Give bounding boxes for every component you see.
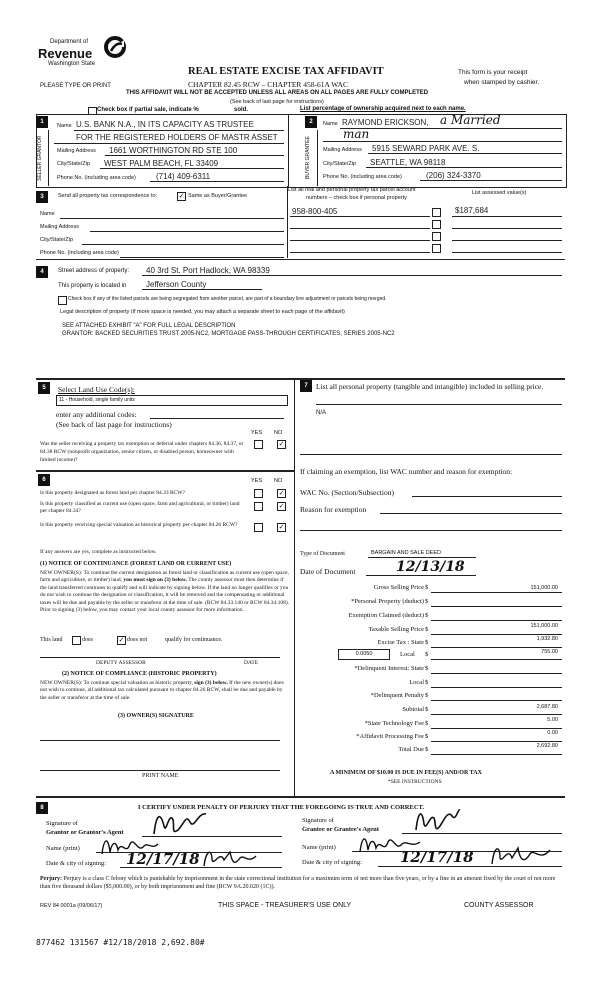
personal-property-checkbox-2[interactable]	[432, 220, 441, 229]
personal-property-checkbox-1[interactable]	[432, 208, 441, 217]
s5-yes: YES	[251, 430, 263, 436]
historic-yes-checkbox[interactable]	[254, 523, 263, 532]
legal-description-label: Legal description of property (if more space is needed, you may attach a separate sheet to each page of the affidavit)	[60, 309, 345, 315]
street-label: Street address of property:	[58, 268, 130, 274]
tax-row-label: Exemption Claimed (deduct)	[348, 612, 424, 619]
document-date-handwritten: 12/13/18	[396, 559, 465, 575]
tax-row-label: Gross Selling Price	[373, 584, 424, 591]
tax-row-value: 151,000.00	[530, 585, 558, 591]
buyer-name-handwritten-1: a Married	[440, 113, 501, 127]
forest-yes-checkbox[interactable]	[254, 489, 263, 498]
revenue-logo	[38, 36, 138, 74]
land-use-select[interactable]	[56, 395, 288, 406]
tax-row-label: *State Technology Fee	[364, 720, 424, 727]
document-type[interactable]: BARGAIN AND SALE DEED	[371, 550, 441, 556]
dept-line: Department of	[50, 39, 89, 45]
s3-name-label: Name	[40, 211, 55, 217]
exemption-yes-checkbox[interactable]	[254, 440, 263, 449]
located-label: This property is located in	[58, 283, 127, 289]
tax-dollar-sign: $	[425, 639, 429, 646]
tax-row-label: *Delinquent Interest: State	[354, 665, 424, 672]
list-parcels-2: numbers – check box if personal property	[306, 195, 407, 201]
tax-dollar-sign: $	[425, 692, 429, 699]
grantor-sign-city-scribble	[200, 846, 260, 870]
exhibit-line: SEE ATTACHED EXHIBIT "A" FOR FULL LEGAL DESCRIPTION	[62, 323, 236, 329]
tax-row-value: 1,932.80	[536, 636, 558, 642]
form-title: REAL ESTATE EXCISE TAX AFFIDAVIT	[188, 66, 384, 77]
s6-no: NO	[274, 478, 283, 484]
buyer-mailing-label: Mailing Address	[323, 147, 362, 153]
local-rate: 0.0050	[355, 651, 373, 657]
current-use-yes-checkbox[interactable]	[254, 502, 263, 511]
grantee-sign-city-scribble	[488, 842, 552, 868]
reason-label: Reason for exemption	[300, 505, 367, 514]
tax-dollar-sign: $	[425, 598, 429, 605]
same-as-buyer-label: Same as Buyer/Grantee	[188, 193, 248, 199]
tax-row-value: 0.00	[547, 730, 558, 736]
notice-continuance-title: (1) NOTICE OF CONTINUANCE (FOREST LAND OR CURRENT USE)	[40, 561, 232, 567]
tax-row-value: 755.00	[541, 649, 558, 655]
partial-sale-label: Check box if partial sale, indicate %	[97, 107, 199, 113]
seller-phone[interactable]: (714) 409-6311	[156, 172, 211, 181]
s3-city-label: City/State/Zip	[40, 237, 74, 243]
revision-code: REV 84 0001a (09/06/17)	[40, 903, 103, 909]
tax-dollar-sign: $	[425, 679, 429, 686]
ownership-note: List percentage of ownership acquired next to each name.	[300, 106, 466, 112]
section-7-badge: 7	[300, 380, 312, 392]
receipt-note-1: This form is your receipt	[458, 69, 528, 76]
seller-name-label: Name	[57, 123, 72, 129]
personal-property-value[interactable]: N/A	[316, 410, 327, 416]
date-label: DATE	[244, 660, 259, 666]
notice-compliance-title: (2) NOTICE OF COMPLIANCE (HISTORIC PROPERTY)	[62, 671, 217, 677]
grantor-date-city-label: Date & city of signing:	[46, 860, 106, 867]
seller-mailing-label: Mailing Address	[57, 148, 96, 154]
tax-dollar-sign: $	[425, 706, 429, 713]
land-does-not-checkbox[interactable]: ✓	[118, 636, 125, 644]
document-date-label: Date of Document	[300, 567, 356, 576]
tax-table	[300, 584, 562, 754]
deputy-assessor-label: DEPUTY ASSESSOR	[96, 660, 146, 666]
grantor-signature-of: Signature of	[46, 820, 78, 827]
s3-phone-label: Phone No. (including area code)	[40, 250, 119, 256]
tax-row-value: 151,000.00	[530, 623, 558, 629]
buyer-city[interactable]: SEATTLE, WA 98118	[370, 158, 446, 167]
buyer-name[interactable]: RAYMOND ERICKSON,	[342, 118, 429, 127]
tax-dollar-sign: $	[425, 720, 429, 727]
minimum-fee-note: A MINIMUM OF $10.00 IS DUE IN FEE(S) AND/OR TAX	[330, 770, 482, 776]
personal-property-checkbox-4[interactable]	[432, 244, 441, 253]
current-use-no-checkbox[interactable]: ✓	[278, 502, 285, 510]
notice-compliance-body-a: NEW OWNER(S): To continue special valuation as historic property,	[40, 680, 193, 686]
grantor-name-print-label: Name (print)	[46, 845, 80, 852]
notice-compliance-body-b: If the new owner(s) does not wish to continue, all additional tax calculated pursuant to chapter 84.26 RCW, shall be due and payable by the seller or transferor at the time of sale.	[40, 680, 284, 701]
section-4-badge: 4	[36, 266, 48, 278]
grantee-date-city-label: Date & city of signing:	[302, 859, 362, 866]
perjury-bold: Perjury:	[40, 876, 62, 882]
tax-row-value: 2,687.80	[536, 704, 558, 710]
see-back-line: (See back of last page for instructions)	[230, 99, 324, 105]
historic-question: Is this property receiving special valuation as historical property per chapter 84.26 RCW?	[40, 522, 238, 528]
seller-name-1[interactable]: U.S. BANK N.A., IN ITS CAPACITY AS TRUSTEE	[76, 120, 254, 129]
buyer-grantee-label: BUYER GRANTEE	[305, 136, 311, 180]
tax-row-label: Subtotal	[402, 706, 424, 713]
perjury-statement	[40, 875, 562, 891]
tax-row-label: Local	[400, 651, 415, 658]
grantee-name-print-label: Name (print)	[302, 844, 336, 851]
tax-row-label: Local	[409, 679, 424, 686]
please-type: PLEASE TYPE OR PRINT	[40, 83, 111, 89]
assessed-value[interactable]: $187,684	[455, 206, 489, 215]
street-address[interactable]: 40 3rd St. Port Hadlock, WA 98339	[146, 266, 270, 275]
notice-continuance-body	[40, 570, 290, 614]
tax-row-label: *Personal Property (deduct)	[351, 598, 424, 605]
tax-row-label: *Affidavit Processing Fee	[356, 733, 424, 740]
tax-dollar-sign: $	[425, 665, 429, 672]
state-line: Washington State	[48, 61, 96, 67]
tax-row-label: Taxable Selling Price	[368, 626, 424, 633]
buyer-name-label: Name	[323, 121, 338, 127]
owners-signature-label: (3) OWNER(S) SIGNATURE	[118, 713, 194, 719]
tax-row-value: 5.00	[547, 717, 558, 723]
grantor-sign-date-handwritten: 12/17/18	[126, 850, 200, 868]
land-use-value: 11 - Household, single family units	[59, 397, 135, 403]
exemption-question: Was the seller receiving a property tax exemption or deferral under chapters 84.36, 84.37, or 84.38 RCW (nonprofit organization, senior citizen, or disabled person, homeowner with limited income)?	[40, 441, 244, 463]
tax-row-value: 2,692.80	[536, 743, 558, 749]
buyer-phone[interactable]: (206) 324-3370	[426, 171, 481, 180]
see-instructions-note: *SEE INSTRUCTIONS	[388, 779, 442, 785]
grantee-agent-label: Grantee or Grantee's Agent	[302, 826, 379, 833]
exemption-claim-label: If claiming an exemption, list WAC number and reason for exemption:	[300, 467, 513, 476]
tax-row-label: *Delinquent Penalty	[370, 692, 424, 699]
tax-dollar-sign: $	[425, 733, 429, 740]
forest-land-question: Is this property designated as forest land per chapter 84.33 RCW?	[40, 490, 185, 496]
qualify-label: qualify for continuance.	[165, 637, 223, 643]
forest-no-checkbox[interactable]: ✓	[278, 489, 285, 497]
section-6-badge: 6	[38, 474, 50, 486]
s5-see-back: (See back of last page for instructions)	[56, 420, 172, 429]
segregated-checkbox[interactable]	[58, 296, 67, 305]
buyer-city-label: City/State/Zip	[323, 161, 357, 167]
tax-dollar-sign: $	[425, 626, 429, 633]
seller-phone-label: Phone No. (including area code)	[57, 175, 136, 181]
if-yes-note: If any answers are yes, complete as instructed below.	[40, 549, 157, 555]
document-type-label: Type of Document	[300, 551, 345, 557]
notice-compliance-sign: sign (3) below.	[194, 680, 228, 686]
seller-city[interactable]: WEST PALM BEACH, FL 33409	[104, 159, 219, 168]
land-does-checkbox[interactable]	[72, 636, 81, 645]
section-8-badge: 8	[36, 802, 48, 814]
personal-property-checkbox-3[interactable]	[432, 232, 441, 241]
send-all-label: Send all property tax correspondence to:	[58, 193, 158, 199]
grantor-agent-label: Grantor or Grantor's Agent	[46, 829, 124, 836]
land-does-label: does	[82, 637, 93, 643]
grantee-signature-of: Signature of	[302, 817, 334, 824]
county[interactable]: Jefferson County	[146, 280, 207, 289]
notice-continuance-body-b: The county assessor must then determine if the land transferred continues to qualify and will indicate by signing below. If the land no longer qualifies or you do not wish to continue the designation or classification, it will be removed and the compensating or additional taxes will be due and payable by the seller or transferor at the time of sale. (RCW 84.33.140 or RCW 84.34.108). Prior to signing (3) below, you may contact your local county assessor for more information.	[40, 577, 290, 614]
notice-compliance-body	[40, 680, 290, 702]
seller-city-label: City/State/Zip	[57, 161, 91, 167]
revenue-swoosh-icon	[104, 36, 126, 58]
chapter-line: CHAPTER 82.45 RCW – CHAPTER 458-61A WAC	[188, 80, 348, 89]
county-assessor-label: COUNTY ASSESSOR	[464, 902, 534, 909]
exemption-no-checkbox[interactable]: ✓	[278, 440, 285, 448]
receipt-note-2: when stamped by cashier.	[464, 79, 540, 86]
personal-property-label: List all personal property (tangible and intangible) included in selling price.	[316, 382, 544, 391]
tax-dollar-sign: $	[425, 584, 429, 591]
buyer-mailing[interactable]: 5915 SEWARD PARK AVE. S.	[372, 144, 480, 153]
section-5-badge: 5	[38, 382, 50, 394]
tax-dollar-sign: $	[425, 651, 429, 658]
grantor-line: GRANTOR: BACKED SECURITIES TRUST 2005-NC2, MORTGAGE PASS-THROUGH CERTIFICATES, SERIES 2005-NC2	[62, 331, 395, 337]
buyer-phone-label: Phone No. (including area code)	[323, 174, 402, 180]
cashier-stamp: 877462 131567 #12/18/2018 2,692.80#	[36, 938, 205, 947]
grantee-sign-date-handwritten: 12/17/18	[400, 848, 474, 866]
section-3-badge: 3	[36, 191, 48, 203]
sold-label: sold.	[234, 107, 249, 113]
s5-no: NO	[274, 430, 283, 436]
tax-row-label: Total Due	[398, 746, 424, 753]
same-as-buyer-checkbox[interactable]: ✓	[178, 192, 185, 200]
list-parcels-1: List all real and personal property tax parcel account	[288, 187, 416, 193]
tax-dollar-sign: $	[425, 746, 429, 753]
section-2-badge: 2	[305, 116, 317, 128]
not-accepted-line: THIS AFFIDAVIT WILL NOT BE ACCEPTED UNLESS ALL AREAS ON ALL PAGES ARE FULLY COMPLETED	[126, 90, 429, 96]
tax-row-label: Excise Tax : State	[377, 639, 424, 646]
segregated-label: Check box if any of the listed parcels are being segregated from another parcel, are part of a boundary line adjustment or parcels being merged.	[68, 296, 387, 302]
notice-continuance-must: you must sign on (3) below.	[123, 577, 187, 584]
historic-no-checkbox[interactable]: ✓	[278, 523, 285, 531]
notice-continuance-body-a: NEW OWNER(S): To continue the current designation as forest land or classification as current use (open space, farm and agriculture, or timber) land,	[40, 570, 289, 584]
land-use-select-label: Select Land Use Code(s):	[58, 385, 135, 394]
local-rate-box[interactable]	[338, 649, 390, 660]
certify-statement: I CERTIFY UNDER PENALTY OF PERJURY THAT THE FOREGOING IS TRUE AND CORRECT.	[138, 804, 425, 811]
treasurer-use-label: THIS SPACE - TREASURER'S USE ONLY	[218, 902, 352, 909]
s3-mailing-label: Mailing Address	[40, 224, 79, 230]
additional-codes-label: enter any additional codes:	[56, 410, 137, 419]
s6-yes: YES	[251, 478, 263, 484]
perjury-text: Perjury is a class C felony which is punishable by imprisonment in the state correctional institution for a maximum term of not more than five years, or by a fine in an amount fixed by the court of not more than five thousand dollars ($5,000.00), or by both imprisonment and fine (RCW 9A.20.020 (1C)).	[40, 876, 556, 890]
current-use-question: Is this property classified as current use (open space, farm and agricultural, or timber) land per chapter 84.34?	[40, 501, 240, 514]
land-does-not-label: does not	[127, 637, 148, 643]
seller-grantor-label: SELLER GRANTOR	[37, 135, 43, 181]
seller-name-2[interactable]: FOR THE REGISTERED HOLDERS OF MASTR ASSET	[76, 133, 278, 142]
this-land-label: This land	[40, 637, 63, 643]
section-1-badge: 1	[36, 116, 48, 128]
wac-label: WAC No. (Section/Subsection)	[300, 488, 394, 497]
seller-mailing[interactable]: 1661 WORTHINGTON RD STE 100	[109, 146, 238, 155]
parcel-number[interactable]: 958-800-405	[292, 207, 338, 216]
assessed-header: List assessed value(s)	[472, 190, 527, 196]
revenue-word: Revenue	[38, 46, 93, 61]
print-name-label: PRINT NAME	[142, 773, 179, 779]
tax-dollar-sign: $	[425, 612, 429, 619]
buyer-name-handwritten-2: man	[343, 127, 370, 141]
